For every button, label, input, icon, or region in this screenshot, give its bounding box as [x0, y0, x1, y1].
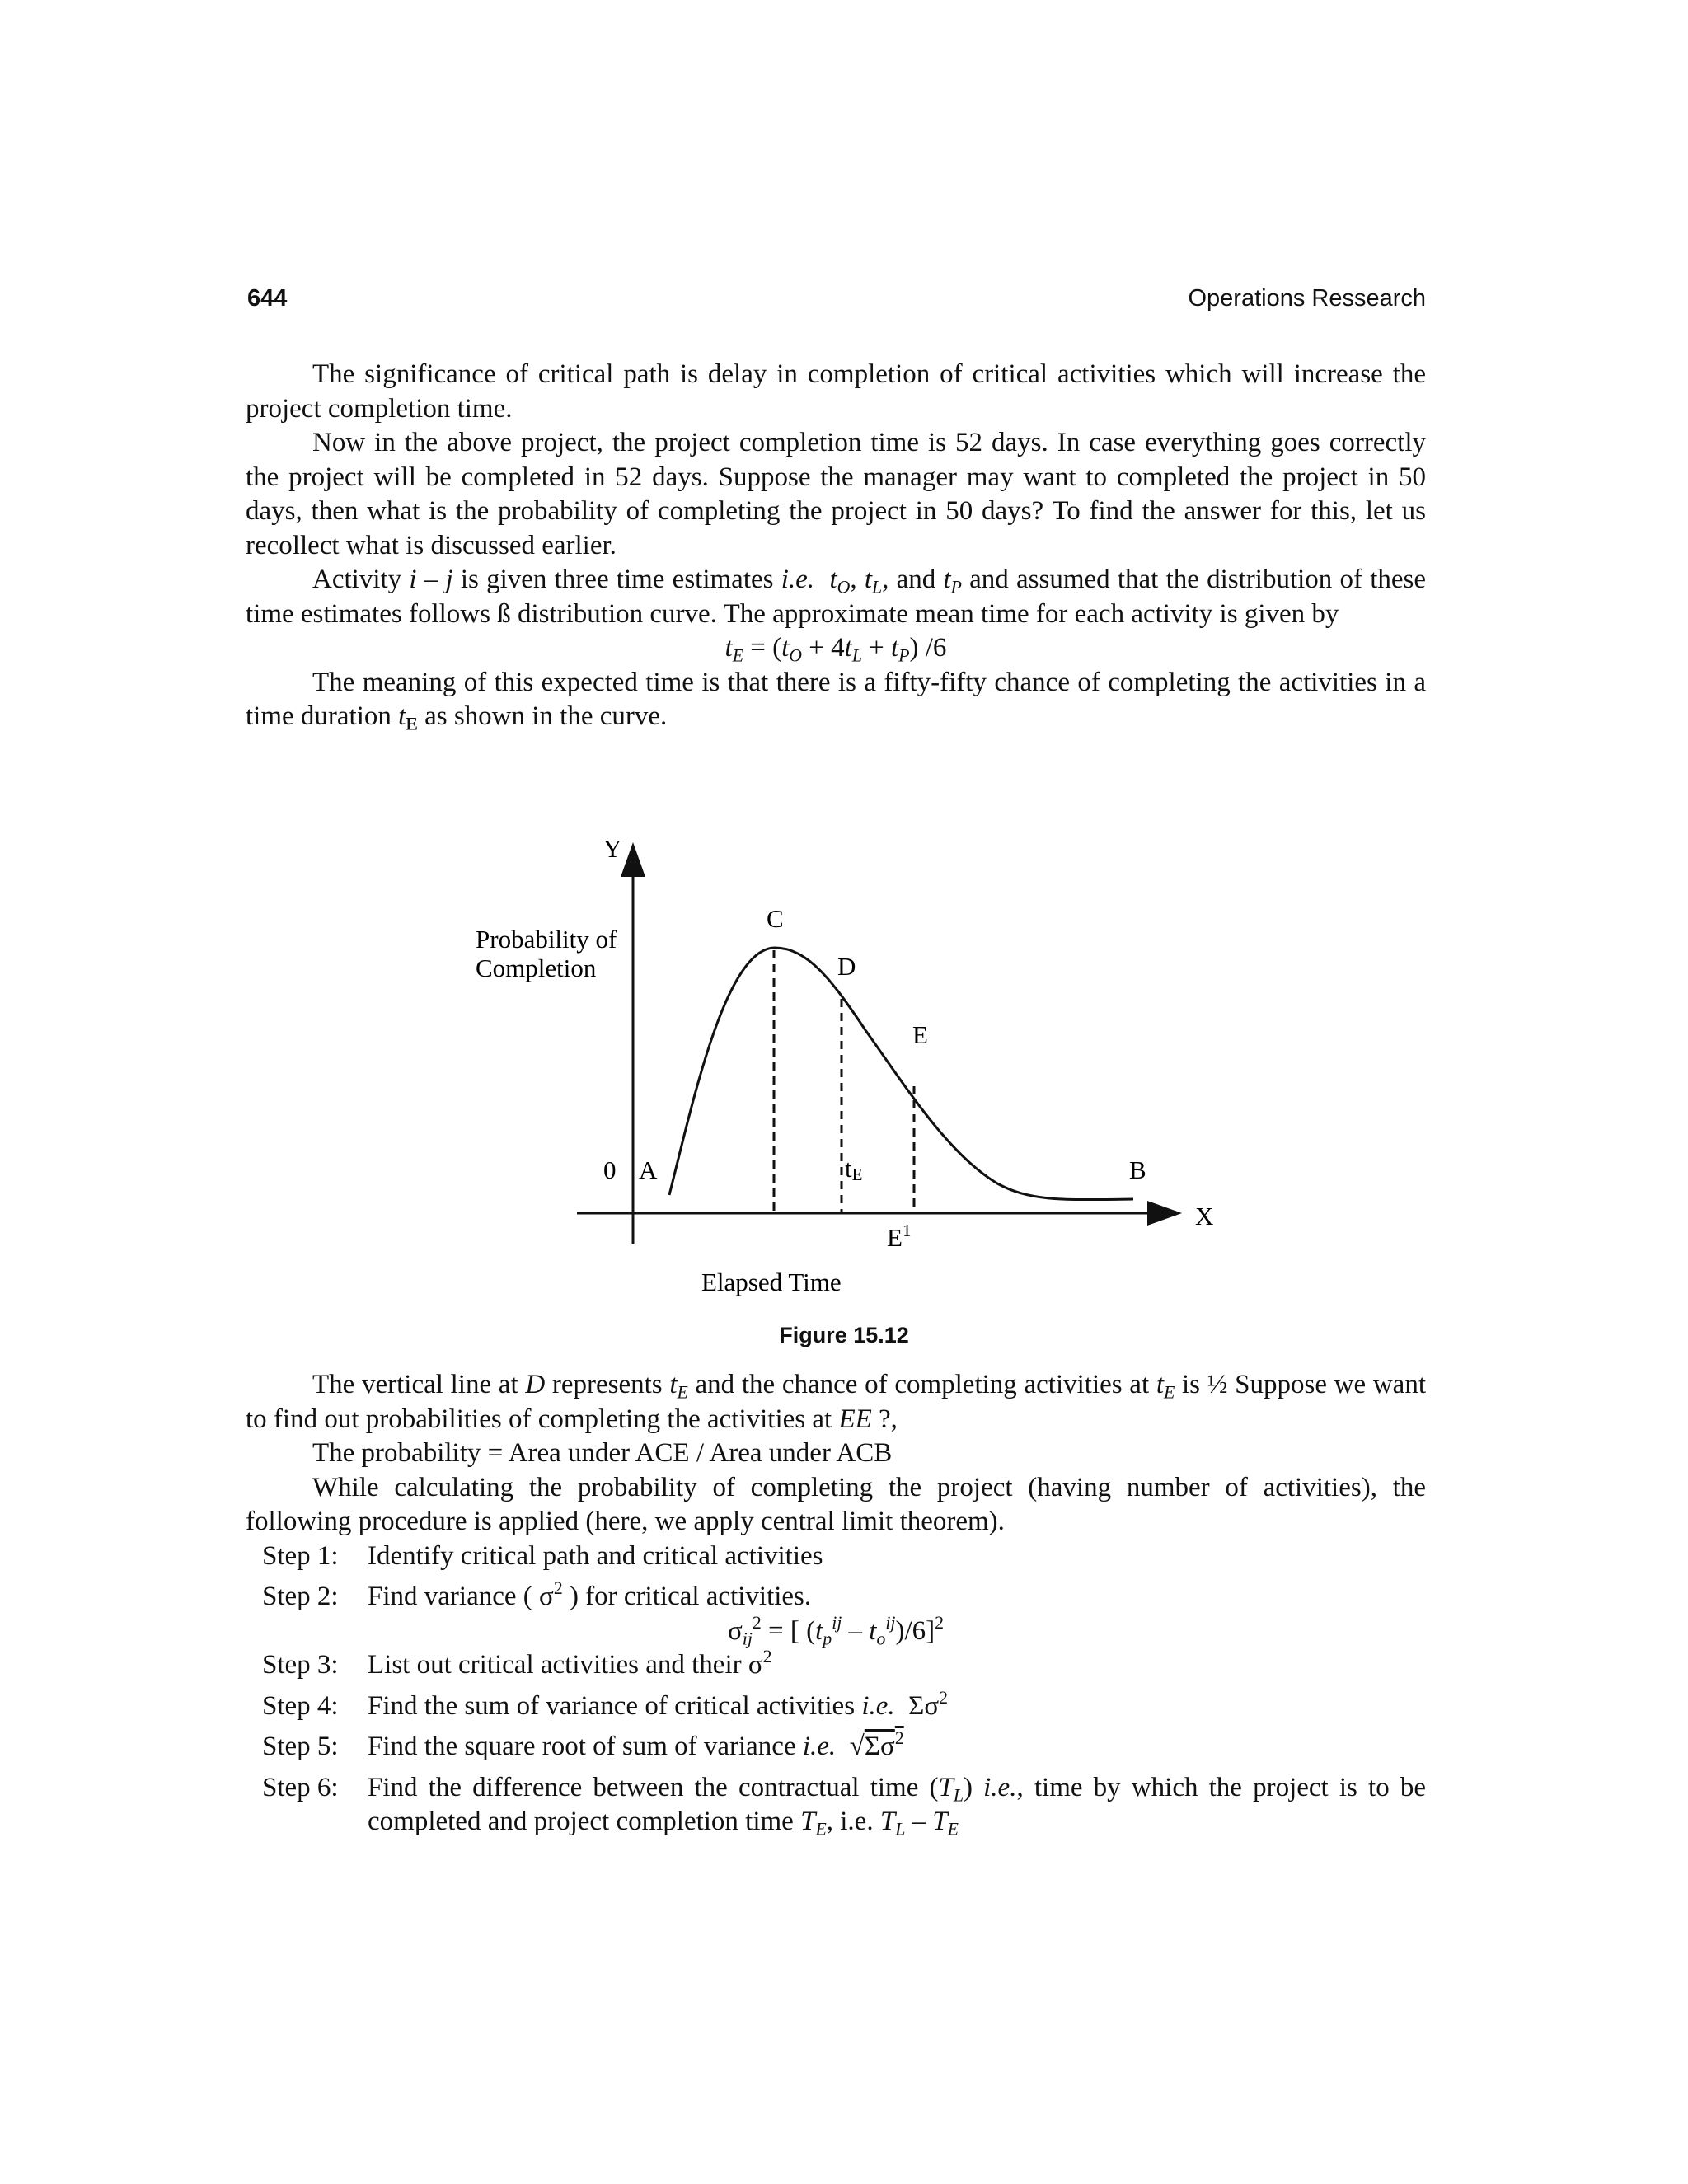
paragraph-probability: The probability = Area under ACE / Area under ACB — [312, 1438, 893, 1468]
point-a-label: A — [639, 1155, 658, 1184]
running-title: Operations Ressearch — [1188, 285, 1426, 312]
paragraph-vertical-line: The vertical line at D represents $t_E$ and the chance of completing activities at $t_E$ is ½ Suppose we want to find out probabilities of completing the activities at EE ?, — [246, 1370, 1426, 1434]
formula-variance: $\sigma_{ij}^2$ = [ $(t_p^{ij} - t_o^{ij})/6]^2$ — [727, 1612, 945, 1649]
paragraph-procedure: While calculating the probability of completing the project (having number of activities), the following procedure is applied (here, we apply central limit theorem). — [246, 1472, 1426, 1536]
paragraph-project-time: Now in the above project, the project completion time is 52 days. In case everything goes correctly the project will be completed in 52 days. Suppose the manager may want to completed the project in 50 days, then what is the probability of completing the project in 50 days? To find the answer for this, let us recollect what is discussed earlier. — [246, 428, 1426, 560]
lower-text-block — [246, 1368, 1426, 1840]
beta-curve — [669, 948, 1133, 1200]
paragraph-activity-estimates: Activity i – j is given three time estimates i.e. $t_O$, $t_L$, and $t_P$ and assumed that the distribution of these time estimates follows ß distribution curve. The approximate mean time for each activity is given by — [246, 565, 1427, 629]
y-title-line2: Completion — [476, 954, 597, 982]
te-label: tE — [845, 1154, 863, 1184]
y-axis-label: Y — [603, 834, 622, 863]
page-number: 644 — [247, 285, 288, 312]
step-item: Step 1: Identify critical path and critical activities — [262, 1540, 823, 1571]
e1-label: $E^1$ — [887, 1221, 912, 1252]
steps-list — [246, 1540, 1426, 1840]
formula-expected-time: $t_E = (t_O + 4t_L + t_P)$ /6 — [724, 633, 947, 666]
paragraph-expected-time-meaning: The meaning of this expected time is that there is a fifty-fifty chance of completing the activities in a time duration $t_E$ as shown in the curve. — [246, 667, 1426, 734]
y-title-line1: Probability of — [476, 925, 617, 954]
step-item: Step 4: Find the sum of variance of critical activities i.e. $\Sigma\sigma^2$ — [262, 1687, 949, 1721]
origin-label: 0 — [603, 1155, 617, 1184]
x-title: Elapsed Time — [701, 1268, 842, 1296]
step-item: Step 6: Find the difference between the contractual time $(T_L)$ i.e., time by which the project is to be completed and project completion time $T_E$, i.e. $T_L - T_E$ — [262, 1772, 1426, 1840]
step-item: Step 2: Find variance ( $\sigma^2$ ) for critical activities. — [262, 1577, 812, 1611]
paragraph-critical-path: The significance of critical path is delay in completion of critical activities which will increase the project completion time. — [246, 359, 1426, 424]
step-item: Step 5: Find the square root of sum of variance i.e. $√\Sigma\sigma^2$ — [262, 1727, 904, 1761]
point-e-label: E — [912, 1020, 928, 1049]
point-c-label: C — [767, 904, 784, 933]
figure-caption: Figure 15.12 — [779, 1323, 909, 1347]
point-d-label: D — [837, 952, 856, 981]
step-item: Step 3: List out critical activities and their $\sigma^2$ — [262, 1646, 772, 1680]
point-b-label: B — [1129, 1155, 1146, 1184]
x-axis-label: X — [1195, 1202, 1214, 1230]
